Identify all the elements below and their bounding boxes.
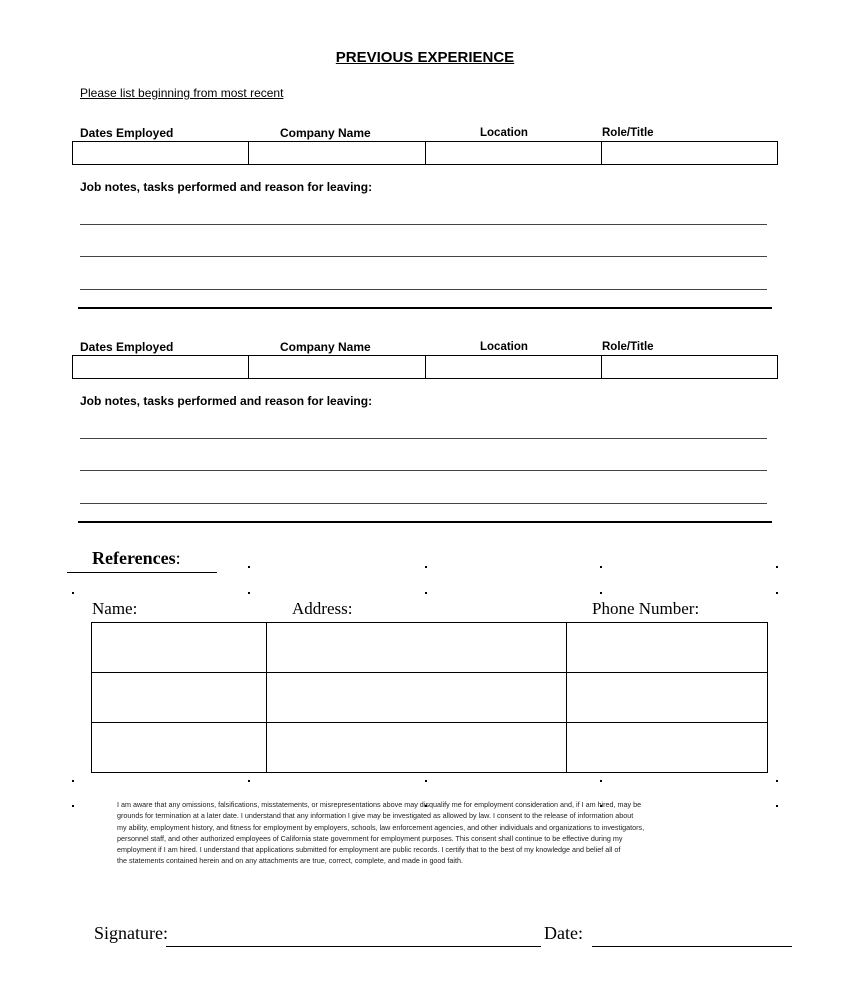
grid-dot	[776, 780, 778, 782]
header-dates-employed-2: Dates Employed	[80, 340, 174, 354]
reference-name-cell[interactable]	[92, 623, 267, 673]
signature-label: Signature:	[94, 923, 168, 943]
dates-employed-field-1[interactable]	[73, 142, 249, 165]
role-title-field-1[interactable]	[601, 142, 777, 165]
page-subtitle: Please list beginning from most recent	[80, 86, 284, 100]
references-phone-header: Phone Number:	[592, 599, 700, 618]
header-role-title-1: Role/Title	[602, 127, 654, 139]
references-title: References:	[92, 548, 181, 568]
header-company-name-1: Company Name	[280, 126, 371, 140]
section-divider	[78, 521, 772, 523]
job-notes-label-1: Job notes, tasks performed and reason for leaving:	[80, 180, 373, 194]
job-notes-line[interactable]	[80, 256, 767, 257]
disclaimer-line: personnel staff, and other authorized employees of California state government for employment purposes. This consent shall continue to be effective during my	[117, 833, 623, 843]
disclaimer-line: my ability, employment history, and fitness for employment by employers, schools, law enforcement agencies, and other individuals and organizations to investigators,	[117, 822, 645, 832]
page-title: PREVIOUS EXPERIENCE	[335, 49, 515, 66]
grid-dot	[776, 805, 778, 807]
disclaimer-line: employment if I am hired. I understand that applications submitted for employment are public records. I certify that to the best of my knowledge and belief all of	[117, 845, 621, 855]
company-name-field-2[interactable]	[249, 356, 425, 379]
disclaimer-text	[117, 799, 737, 867]
references-title-underline	[67, 572, 217, 573]
table-row	[92, 673, 768, 723]
reference-phone-cell[interactable]	[567, 623, 768, 673]
location-field-1[interactable]	[425, 142, 601, 165]
disclaimer-line: I am aware that any omissions, falsifications, misstatements, or misrepresentations above may disqualify me for employment consideration and, if I am hired, may be	[117, 800, 642, 809]
section-divider	[78, 307, 772, 309]
references-name-header: Name:	[92, 599, 138, 618]
grid-dot	[600, 780, 602, 782]
grid-dot	[72, 592, 74, 594]
job-notes-label-2: Job notes, tasks performed and reason for leaving:	[80, 394, 373, 408]
header-company-name-2: Company Name	[280, 340, 371, 354]
grid-dot	[425, 780, 427, 782]
job-notes-line[interactable]	[80, 224, 767, 225]
header-role-title-2: Role/Title	[602, 341, 654, 353]
date-field[interactable]	[592, 946, 792, 947]
header-location-2: Location	[480, 341, 528, 353]
company-name-field-1[interactable]	[249, 142, 425, 165]
experience-table-2	[72, 355, 778, 379]
reference-phone-cell[interactable]	[567, 723, 768, 773]
header-location-1: Location	[480, 127, 528, 139]
disclaimer-line: grounds for termination at a later date. I understand that any information I give may be investigated as allowed by law. I consent to the release of information about	[117, 811, 634, 821]
grid-dot	[776, 566, 778, 568]
grid-dot	[248, 780, 250, 782]
reference-address-cell[interactable]	[267, 673, 567, 723]
job-notes-line[interactable]	[80, 503, 767, 504]
grid-dot	[600, 592, 602, 594]
grid-dot	[72, 780, 74, 782]
grid-dot	[248, 566, 250, 568]
references-address-header: Address:	[292, 599, 353, 618]
experience-table-1	[72, 141, 778, 165]
job-notes-line[interactable]	[80, 470, 767, 471]
grid-dot	[776, 592, 778, 594]
references-table	[91, 622, 768, 773]
grid-dot	[425, 566, 427, 568]
signature-field[interactable]	[166, 946, 541, 947]
dates-employed-field-2[interactable]	[73, 356, 249, 379]
reference-name-cell[interactable]	[92, 723, 267, 773]
table-row	[92, 723, 768, 773]
date-label: Date:	[544, 923, 583, 943]
table-row	[92, 623, 768, 673]
grid-dot	[425, 592, 427, 594]
disclaimer-line: the statements contained herein and on any attachments are true, correct, complete, and made in good faith.	[117, 856, 464, 866]
reference-name-cell[interactable]	[92, 673, 267, 723]
reference-address-cell[interactable]	[267, 723, 567, 773]
job-notes-line[interactable]	[80, 438, 767, 439]
role-title-field-2[interactable]	[601, 356, 777, 379]
grid-dot	[600, 566, 602, 568]
job-notes-line[interactable]	[80, 289, 767, 290]
grid-dot	[248, 592, 250, 594]
header-dates-employed-1: Dates Employed	[80, 126, 174, 140]
reference-address-cell[interactable]	[267, 623, 567, 673]
grid-dot	[72, 805, 74, 807]
location-field-2[interactable]	[425, 356, 601, 379]
reference-phone-cell[interactable]	[567, 673, 768, 723]
